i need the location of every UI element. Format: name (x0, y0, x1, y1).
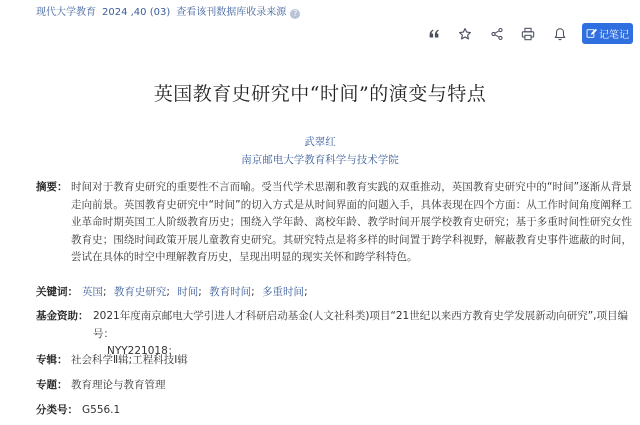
category-section (36, 352, 632, 370)
fund-label: 基金资助： (36, 310, 89, 322)
favorite-button[interactable] (455, 24, 475, 44)
database-source-link[interactable]: 查看该刊数据库收录来源 (176, 7, 287, 18)
keyword-separator: ; (166, 286, 170, 298)
keyword-link[interactable]: 教育史研究 (113, 286, 167, 298)
print-button[interactable] (518, 24, 538, 44)
topic-section (36, 377, 632, 395)
abstract-label: 摘要： (36, 181, 68, 193)
classification-value: G556.1 (82, 404, 121, 416)
keyword-link[interactable]: 时间 (177, 286, 199, 298)
abstract-section (36, 179, 632, 267)
affiliation-link[interactable]: 南京邮电大学教育科学与技术学院 (241, 154, 399, 166)
print-icon (521, 27, 535, 41)
share-icon (490, 27, 504, 41)
keywords-section (36, 284, 632, 302)
fund-description: 2021年度南京邮电大学引进人才科研启动基金(人文社科类)项目“21世纪以来西方教育史学发展新动向研究”,项目编号： (93, 310, 628, 340)
journal-meta (36, 3, 300, 19)
keyword-link[interactable]: 英国 (82, 286, 103, 298)
article-title: 英国教育史研究中“时间”的演变与特点 (153, 83, 487, 105)
author-name[interactable]: 武翠红 (304, 136, 336, 148)
cite-button[interactable] (424, 24, 444, 44)
abstract-text: 时间对于教育史研究的重要性不言而喻。受当代学术思潮和教育实践的双重推动，英国教育史研究中的“时间”逐渐从背景走向前景。英国教育史研究中“时间”的切入方式是从时间界面的问题入手，具体表现在四个方面：从工作时间角度阐释工业革命时期英国工人阶级教育历史；围绕入学年龄、离校年龄、教学时间开展学校教育史研究；基于多重时间性研究女性教育史；围绕时间政策开展儿童教育史研究。其研究特点是将多样的时间置于跨学科视野，解蔽教育史事件遮蔽的时间，尝试在具体的时空中理解教育历史，呈现出明显的现实关怀和跨学科特色。 (71, 181, 632, 264)
take-notes-button[interactable] (582, 23, 633, 44)
bell-icon (553, 27, 567, 41)
help-icon[interactable]: ? (290, 9, 300, 19)
keyword-separator: ; (251, 286, 255, 298)
category-label: 专辑： (36, 354, 68, 366)
star-icon (458, 27, 472, 41)
fund-code: NYY221018； (107, 345, 179, 358)
keywords-list (82, 284, 632, 302)
classification-section (36, 402, 632, 420)
journal-issue: 2024 ,40 (03) (102, 7, 171, 18)
keyword-separator: ; (304, 286, 308, 298)
take-notes-label: 记笔记 (599, 30, 629, 41)
topic-value: 教育理论与教育管理 (71, 379, 166, 391)
keywords-label: 关键词： (36, 286, 78, 298)
edit-icon (586, 28, 597, 39)
classification-label: 分类号： (36, 404, 78, 416)
keyword-separator: ; (198, 286, 202, 298)
topic-label: 专题： (36, 379, 68, 391)
notify-button[interactable] (550, 24, 570, 44)
quote-icon (427, 27, 441, 41)
author-link (0, 134, 640, 149)
journal-name-link[interactable]: 现代大学教育 (36, 7, 96, 18)
share-button[interactable] (487, 24, 507, 44)
category-value: 社会科学Ⅱ辑;工程科技Ⅰ辑 (71, 354, 188, 366)
keyword-separator: ; (103, 286, 107, 298)
affiliation (0, 152, 640, 167)
keyword-link[interactable]: 教育时间 (209, 286, 252, 298)
keyword-link[interactable]: 多重时间 (262, 286, 305, 298)
meta-bar (0, 0, 640, 20)
